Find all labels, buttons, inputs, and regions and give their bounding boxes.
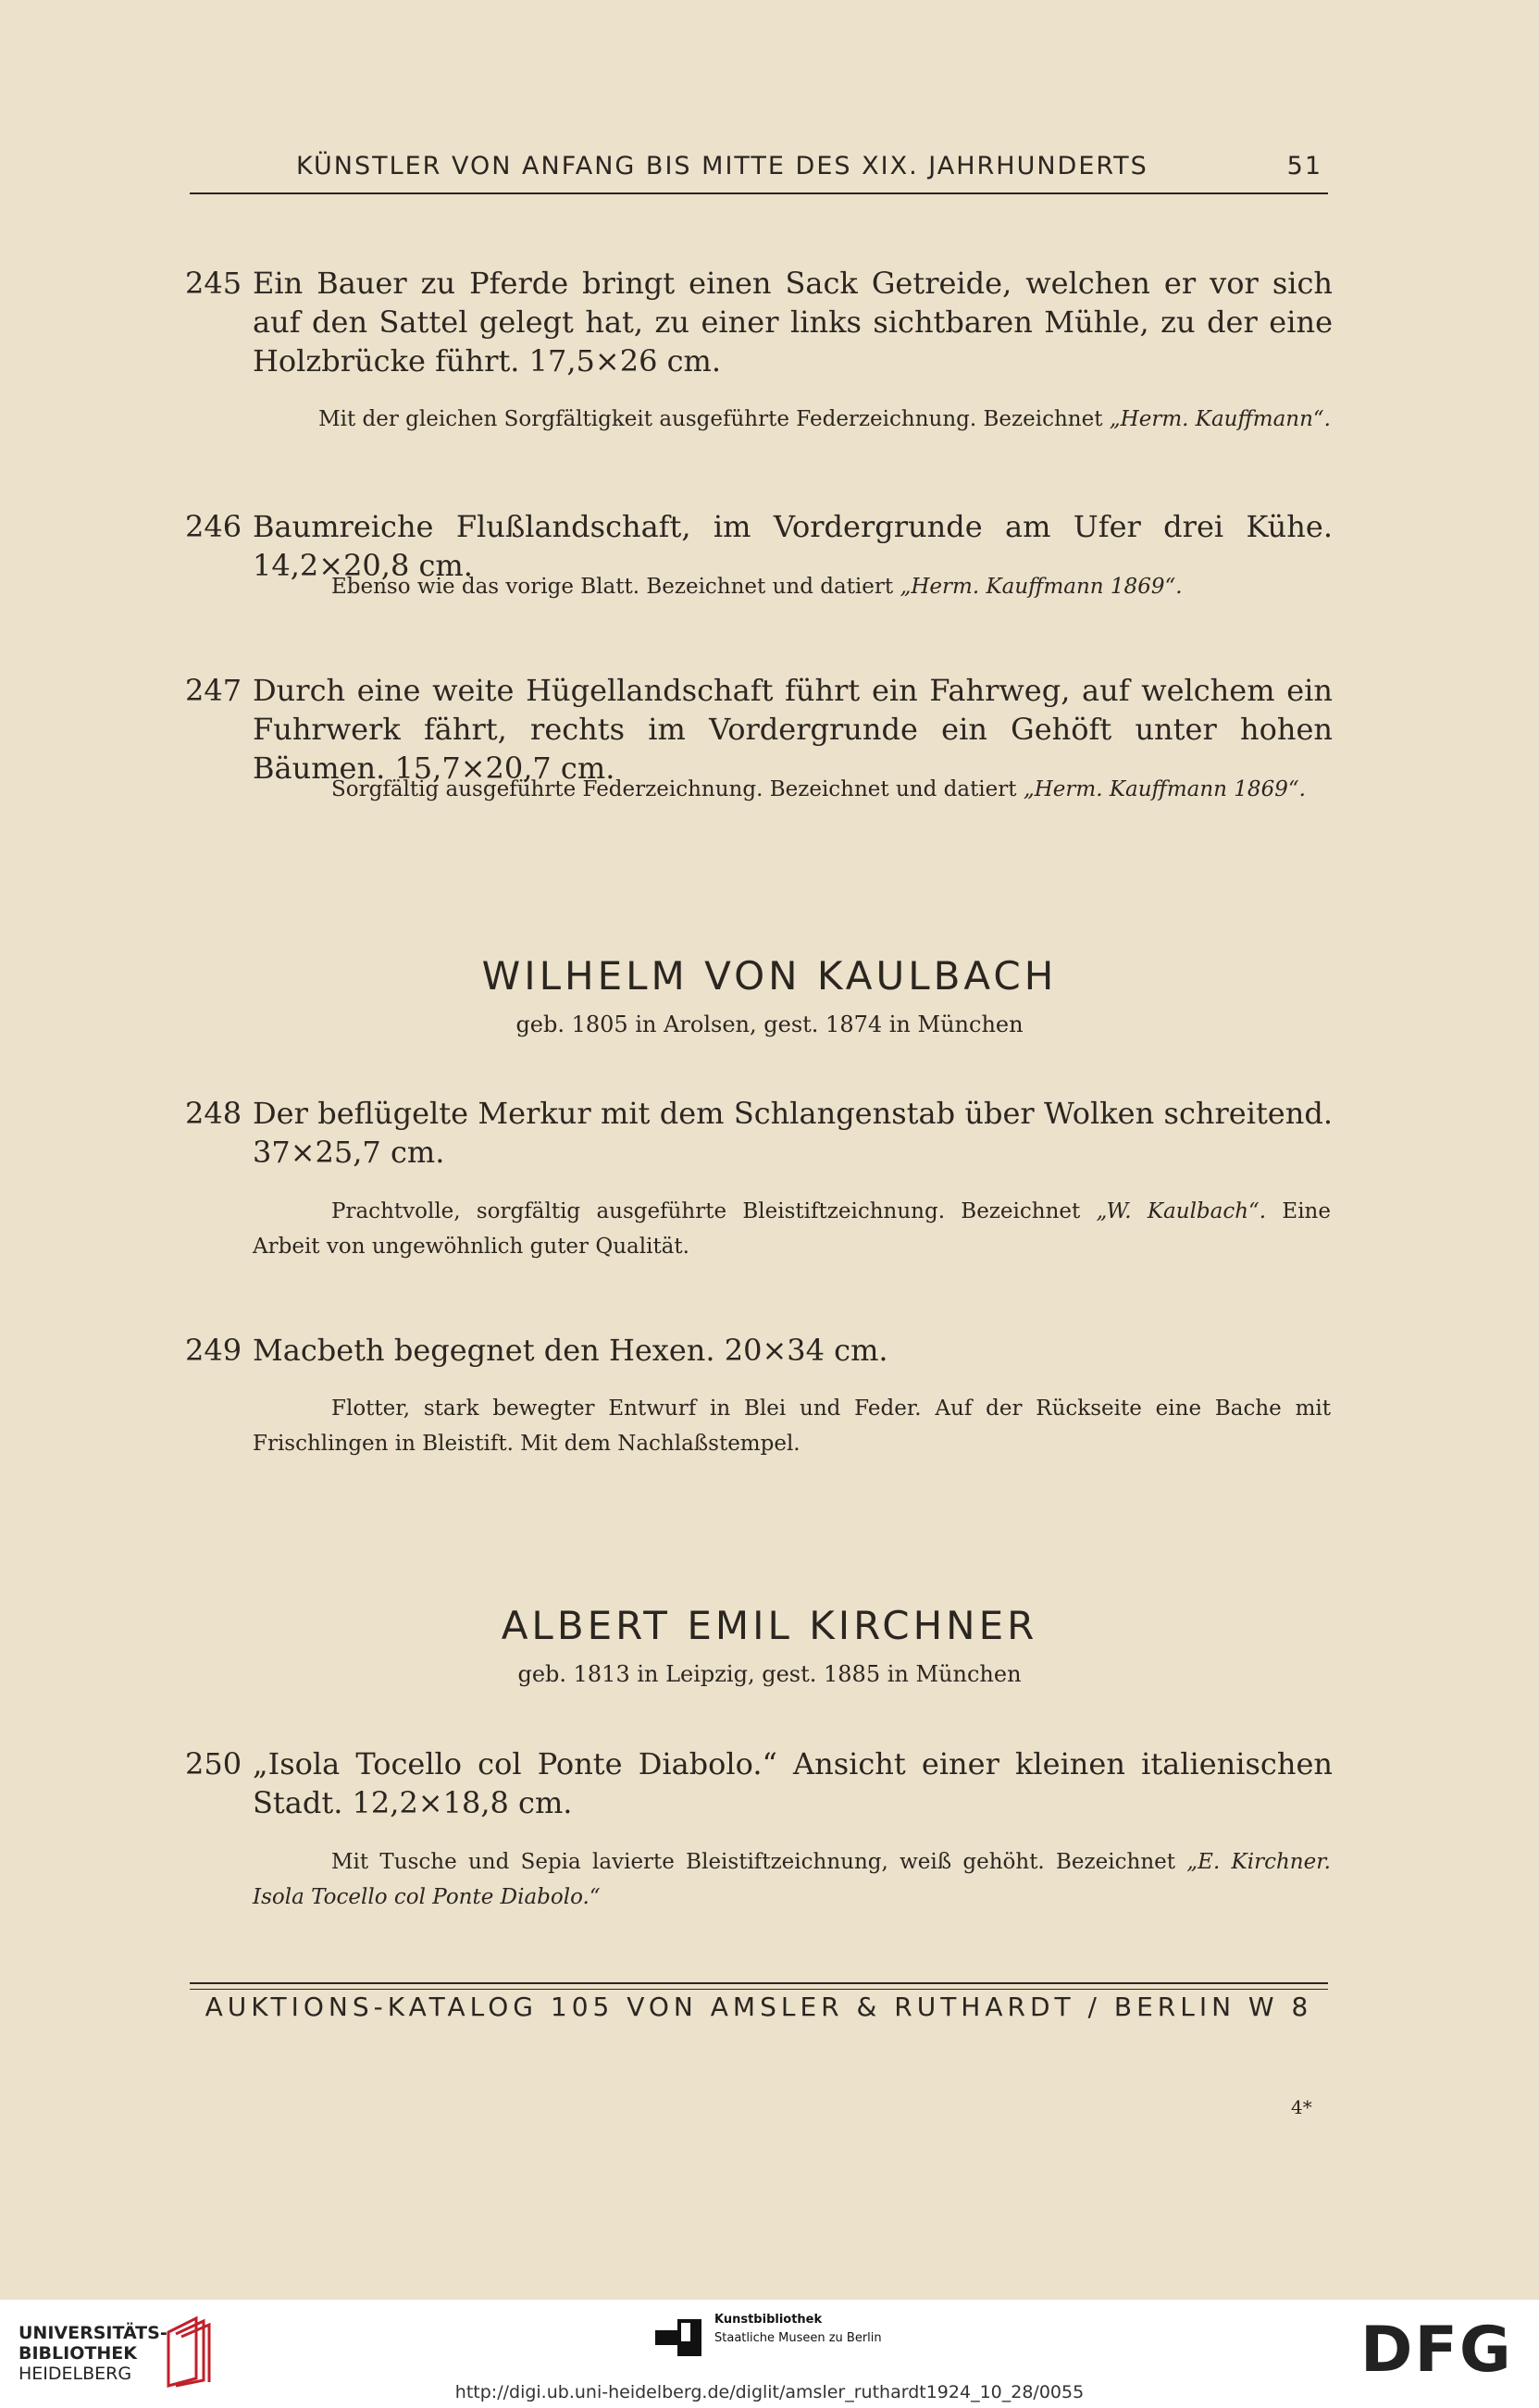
kunstbibliothek-title: Kunstbibliothek [714, 2313, 823, 2327]
lot-title: „Isola Tocello col Ponte Diabolo.“ Ansicht einer kleinen italienischen Stadt. 12,2×18,8 cm. [253, 1746, 1333, 1820]
lot-note [253, 402, 1331, 437]
permalink-url[interactable]: http://digi.ub.uni-heidelberg.de/diglit/amsler_ruthardt1924_10_28/0055 [454, 2382, 1085, 2402]
kunstbibliothek-logo-icon [655, 2310, 706, 2361]
signature-mark: 4* [1291, 2096, 1312, 2118]
artist-heading: WILHELM VON KAULBACH [481, 953, 1058, 999]
heidelberg-library-logo-text[interactable] [19, 2323, 168, 2384]
library-line-2: BIBLIOTHEK [19, 2343, 137, 2364]
library-line-3: HEIDELBERG [19, 2364, 132, 2384]
lot-title: Ein Bauer zu Pferde bringt einen Sack Getreide, welchen er vor sich auf den Sattel gelegt hat, zu einer links sichtbaren Mühle, zu der eine Holzbrücke führt. 17,5×26 cm. [253, 266, 1333, 379]
lot-note-text: Mit der gleichen Sorgfältigkeit ausgeführte Federzeichnung. Bezeichnet [318, 407, 1110, 431]
lot-entry [185, 1744, 1333, 1822]
catalog-footer: AUKTIONS-KATALOG 105 VON AMSLER & RUTHARDT / BERLIN W 8 [205, 1992, 1313, 2022]
lot-note-tail: Eine Arbeit von ungewöhnlich guter Qualität. [253, 1199, 1331, 1259]
lot-number: 250 [185, 1746, 242, 1781]
lot-title: Macbeth begegnet den Hexen. 20×34 cm. [253, 1333, 888, 1368]
lot-entry [185, 1331, 1333, 1370]
lot-note [253, 1194, 1331, 1264]
lot-note [253, 569, 1331, 604]
lot-entry [185, 1094, 1333, 1172]
lot-number: 245 [185, 266, 242, 301]
kunstbibliothek-subtitle: Staatliche Museen zu Berlin [714, 2331, 882, 2345]
lot-number: 248 [185, 1096, 242, 1131]
lot-title: Baumreiche Flußlandschaft, im Vordergrunde am Ufer drei Kühe. 14,2×20,8 cm. [253, 509, 1333, 583]
library-line-1: UNIVERSITÄTS- [19, 2323, 168, 2343]
lot-note-signature: „E. Kirchner. Isola Tocello col Ponte Diabolo.“ [253, 1850, 1331, 1909]
lot-note [253, 1844, 1331, 1915]
artist-life-dates: geb. 1805 in Arolsen, gest. 1874 in München [515, 1012, 1024, 1037]
footer-rule [190, 1982, 1328, 1984]
page-number: 51 [1286, 152, 1322, 180]
lot-entry [185, 264, 1333, 380]
lot-note [253, 1391, 1331, 1461]
kunstbibliothek-label [714, 2311, 882, 2348]
lot-note-signature: „W. Kaulbach“. [1096, 1199, 1267, 1223]
footer-rule-thin [190, 1989, 1328, 1990]
dfg-logo[interactable]: DFG [1360, 2314, 1513, 2387]
lot-note-text: Flotter, stark bewegter Entwurf in Blei und Feder. Auf der Rückseite eine Bache mit Frischlingen in Bleistift. Mit dem Nachlaßstempel. [253, 1396, 1331, 1456]
lot-entry [185, 671, 1333, 788]
lot-note-text: Prachtvolle, sorgfältig ausgeführte Bleistiftzeichnung. Bezeichnet [331, 1199, 1097, 1223]
lot-note-signature: „Herm. Kauffmann 1869“. [1023, 777, 1306, 801]
library-emblem-icon [159, 2314, 213, 2388]
lot-note-signature: „Herm. Kauffmann 1869“. [900, 575, 1183, 599]
lot-title: Der beflügelte Merkur mit dem Schlangenstab über Wolken schreitend. 37×25,7 cm. [253, 1096, 1333, 1170]
lot-title: Durch eine weite Hügellandschaft führt ein Fahrweg, auf welchem ein Fuhrwerk fährt, rechts im Vordergrunde ein Gehöft unter hohen Bäumen. 15,7×20,7 cm. [253, 673, 1333, 786]
artist-life-dates: geb. 1813 in Leipzig, gest. 1885 in München [517, 1661, 1022, 1687]
lot-note [253, 772, 1331, 807]
lot-number: 246 [185, 509, 242, 544]
lot-note-text: Mit Tusche und Sepia lavierte Bleistiftzeichnung, weiß gehöht. Bezeichnet [331, 1850, 1187, 1874]
lot-number: 249 [185, 1333, 242, 1368]
lot-number: 247 [185, 673, 242, 708]
lot-note-text: Ebenso wie das vorige Blatt. Bezeichnet und datiert [331, 575, 900, 599]
lot-note-text: Sorgfältig ausgeführte Federzeichnung. Bezeichnet und datiert [331, 777, 1024, 801]
artist-heading: ALBERT EMIL KIRCHNER [501, 1603, 1038, 1648]
running-header [190, 148, 1328, 194]
lot-note-signature: „Herm. Kauffmann“. [1109, 407, 1331, 431]
header-title: KÜNSTLER VON ANFANG BIS MITTE DES XIX. JAHRHUNDERTS [296, 152, 1148, 180]
